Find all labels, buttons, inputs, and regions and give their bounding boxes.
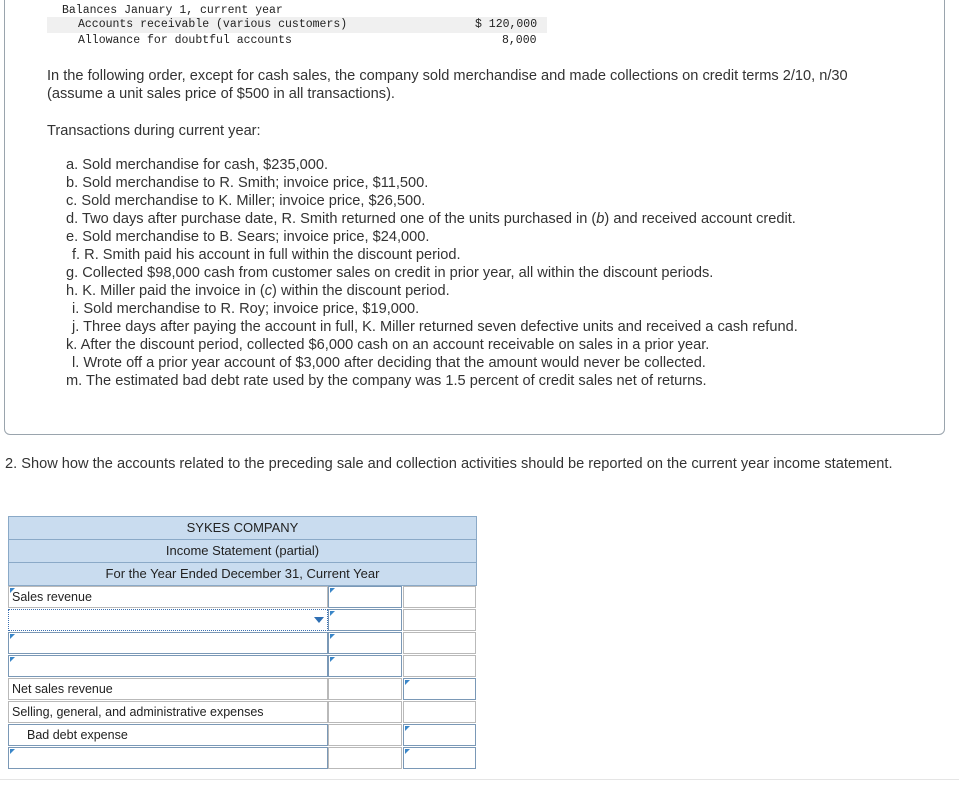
row3-amount-input[interactable] [328, 632, 402, 654]
sga-label: Selling, general, and administrative expenses [8, 701, 328, 723]
transaction-h: h. K. Miller paid the invoice in (c) within the discount period. [66, 283, 450, 299]
bad-debt-label: Bad debt expense [8, 724, 328, 746]
row8-middle-cell [328, 747, 402, 769]
balance-label-allowance: Allowance for doubtful accounts [78, 34, 292, 47]
input-marker-icon [330, 634, 335, 639]
intro-text: In the following order, except for cash sales, the company sold merchandise and made collections on credit terms 2/10, n/30 (assume a unit sales price of $500 in all transactions). [47, 68, 848, 102]
transaction-i: i. Sold merchandise to R. Roy; invoice price, $19,000. [72, 301, 420, 317]
input-marker-icon [330, 611, 335, 616]
transaction-g: g. Collected $98,000 cash from customer sales on credit in prior year, all within the discount periods. [66, 265, 714, 281]
transaction-k: k. After the discount period, collected $6,000 cash on an account receivable on sales in a prior year. [66, 337, 710, 353]
net-sales-middle-cell [328, 678, 402, 700]
question-text: 2. Show how the accounts related to the preceding sale and collection activities should be reported on the current year income statement. [5, 456, 893, 472]
transaction-m: m. The estimated bad debt rate used by the company was 1.5 percent of credit sales net of returns. [66, 373, 707, 389]
input-marker-icon [405, 680, 410, 685]
sga-middle-cell [328, 701, 402, 723]
statement-company: SYKES COMPANY [8, 516, 477, 540]
sales-revenue-label: Sales revenue [8, 586, 328, 608]
row4-amount-input[interactable] [328, 655, 402, 677]
input-marker-icon [405, 726, 410, 731]
row8-amount-input[interactable] [403, 747, 476, 769]
transactions-heading: Transactions during current year: [47, 123, 261, 139]
net-sales-label: Net sales revenue [8, 678, 328, 700]
bad-debt-amount-input[interactable] [403, 724, 476, 746]
input-marker-icon [330, 657, 335, 662]
account-dropdown-1[interactable] [8, 609, 328, 631]
account-input-4[interactable] [8, 655, 328, 677]
balances-title: Balances January 1, current year [62, 4, 283, 17]
sales-revenue-amount-input[interactable] [328, 586, 402, 608]
input-marker-icon [10, 634, 15, 639]
sga-total-cell [403, 701, 476, 723]
transaction-l: l. Wrote off a prior year account of $3,000 after deciding that the amount would never be collected. [72, 355, 706, 371]
input-marker-icon [405, 749, 410, 754]
transaction-j: j. Three days after paying the account in full, K. Miller returned seven defective units and received a cash refund. [72, 319, 798, 335]
transaction-d: d. Two days after purchase date, R. Smith returned one of the units purchased in (b) and received account credit. [66, 211, 796, 227]
transaction-b: b. Sold merchandise to R. Smith; invoice price, $11,500. [66, 175, 429, 191]
row2-total-cell [403, 609, 476, 631]
input-marker-icon [330, 588, 335, 593]
transaction-a: a. Sold merchandise for cash, $235,000. [66, 157, 329, 173]
account-input-8[interactable] [8, 747, 328, 769]
sales-revenue-total-cell [403, 586, 476, 608]
row3-total-cell [403, 632, 476, 654]
statement-period: For the Year Ended December 31, Current Year [8, 562, 477, 586]
row4-total-cell [403, 655, 476, 677]
input-marker-icon [10, 749, 15, 754]
transaction-f: f. R. Smith paid his account in full within the discount period. [72, 247, 461, 263]
bottom-divider [0, 779, 959, 780]
row2-amount-input[interactable] [328, 609, 402, 631]
input-marker-icon [10, 657, 15, 662]
input-marker-icon [10, 588, 15, 593]
account-input-3[interactable] [8, 632, 328, 654]
balance-label-ar: Accounts receivable (various customers) [78, 18, 348, 31]
bad-debt-middle-cell [328, 724, 402, 746]
chevron-down-icon [314, 617, 324, 623]
transaction-c: c. Sold merchandise to K. Miller; invoice price, $26,500. [66, 193, 426, 209]
balance-value-ar: $ 120,000 [475, 18, 538, 31]
transactions-list [66, 156, 798, 390]
net-sales-amount-input[interactable] [403, 678, 476, 700]
balance-value-allowance: 8,000 [502, 34, 537, 47]
statement-title: Income Statement (partial) [8, 539, 477, 563]
transaction-e: e. Sold merchandise to B. Sears; invoice price, $24,000. [66, 229, 430, 245]
